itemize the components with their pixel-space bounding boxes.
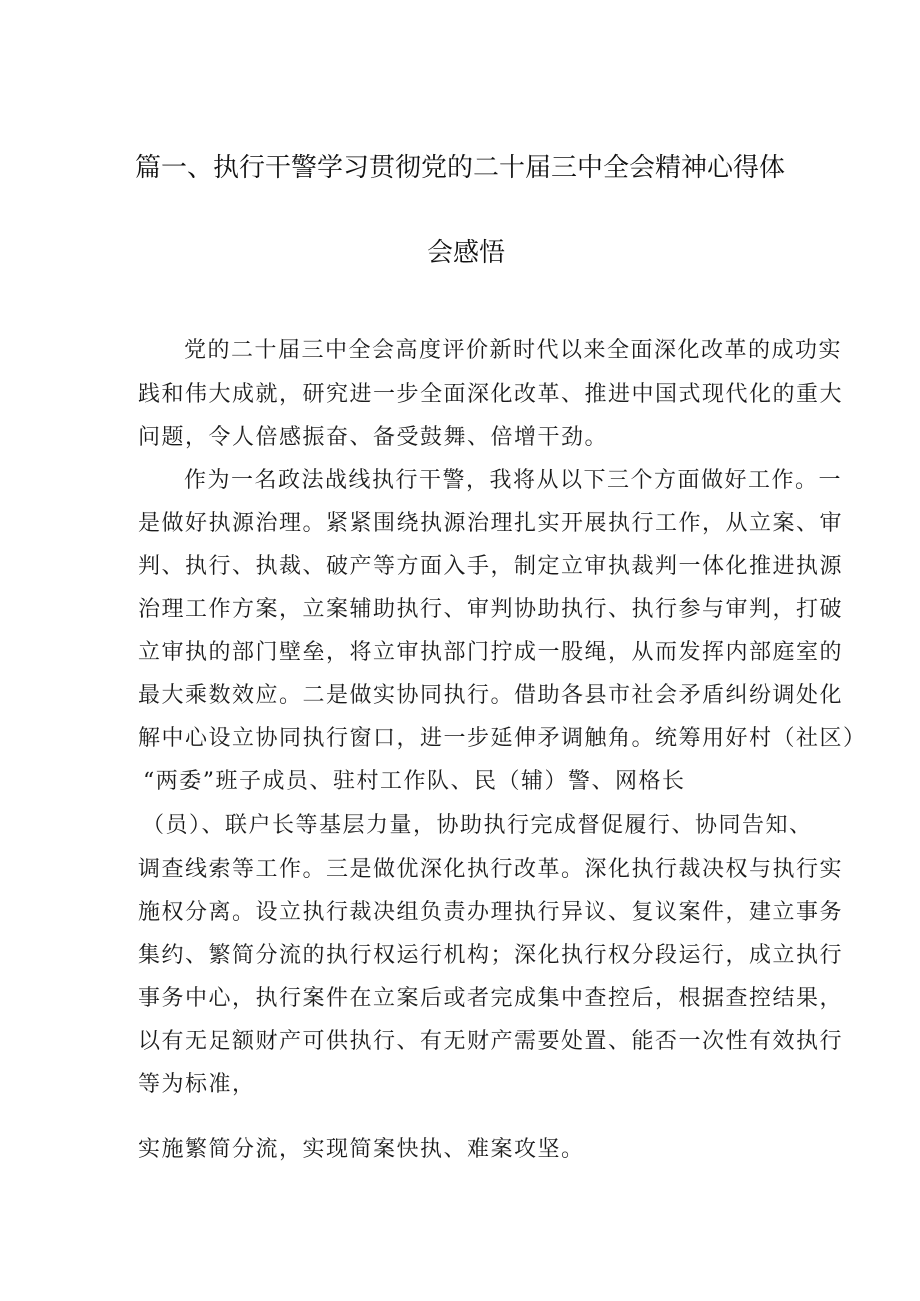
- body-line: （员）、联户长等基层力量，协助执行完成督促履行、协同告知、: [142, 813, 813, 838]
- body-line: 最大乘数效应。二是做实协同执行。借助各县市社会矛盾纠纷调处化: [138, 683, 844, 708]
- body-line: 判、执行、执裁、破产等方面入手，制定立审执裁判一体化推进执源: [138, 554, 844, 579]
- body-line: 治理工作方案，立案辅助执行、审判协助执行、执行参与审判，打破: [138, 597, 844, 622]
- body-line: 作为一名政法战线执行干警，我将从以下三个方面做好工作。一: [184, 468, 843, 493]
- body-line: “两委”班子成员、驻村工作队、民（辅）警、网格长: [143, 769, 686, 794]
- document-title-line-2: 会感悟: [427, 238, 506, 268]
- body-line: 问题，令人倍感振奋、备受鼓舞、倍增干劲。: [138, 425, 609, 450]
- body-line: 实施繁简分流，实现简案快执、难案攻坚。: [138, 1137, 585, 1162]
- body-line: 党的二十届三中全会高度评价新时代以来全面深化改革的成功实: [184, 338, 843, 363]
- body-line: 解中心设立协同执行窗口，进一步延伸矛调触角。统筹用好村（社区）: [138, 726, 867, 751]
- body-line: 事务中心，执行案件在立案后或者完成集中查控后，根据查控结果，: [138, 986, 844, 1011]
- body-line: 集约、繁简分流的执行权运行机构；深化执行权分段运行，成立执行: [138, 943, 844, 968]
- body-line: 以有无足额财产可供执行、有无财产需要处置、能否一次性有效执行: [138, 1029, 844, 1054]
- body-line: 立审执的部门壁垒，将立审执部门拧成一股绳，从而发挥内部庭室的: [138, 640, 844, 665]
- body-line: 是做好执源治理。紧紧围绕执源治理扎实开展执行工作，从立案、审: [138, 511, 844, 536]
- body-line: 调查线索等工作。三是做优深化执行改革。深化执行裁决权与执行实: [138, 857, 844, 882]
- body-line: 等为标准，: [138, 1072, 256, 1097]
- document-title-line-1: 篇一、执行干警学习贯彻党的二十届三中全会精神心得体: [135, 153, 786, 183]
- body-line: 践和伟大成就，研究进一步全面深化改革、推进中国式现代化的重大: [138, 382, 844, 407]
- body-line: 施权分离。设立执行裁决组负责办理执行异议、复议案件，建立事务: [138, 900, 844, 925]
